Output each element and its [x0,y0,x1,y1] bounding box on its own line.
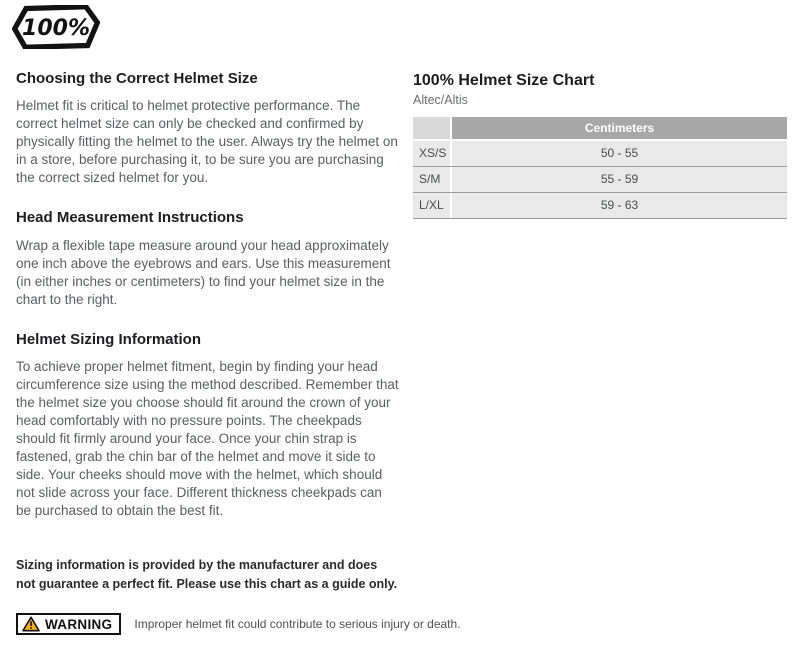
section-body: To achieve proper helmet fitment, begin by finding your head circumference size using the method described. Remember that the helmet size you choose should fit around the crown of your head comfortably with no pressure points. The cheekpads should fit firmly around your face. Once your chin strap is fastened, grab the chin bar of the helmet and move it side to side. Your cheeks should move with the helmet, which should not slide across your face. Different thickness cheekpads can be purchased to obtain the best fit. [16,358,399,518]
size-chart-model: Altec/Altis [413,92,468,107]
table-row [413,193,787,219]
table-header-centimeters: Centimeters [452,117,787,139]
section-body: Helmet fit is critical to helmet protective performance. The correct helmet size can only be checked and confirmed by physically fitting the helmet to the user. Always try the helmet on in a store, before purchasing it, to be sure you are purchasing the correct sized helmet for you. [16,98,398,186]
warning-label: WARNING [45,616,113,632]
size-label-cell: XS/S [413,141,452,166]
brand-logo-100percent [12,5,100,54]
table-header-corner-cell [413,117,452,139]
warning-triangle-icon [22,616,40,632]
section-heading: Helmet Sizing Information [16,330,202,348]
size-chart-title: 100% Helmet Size Chart [413,72,595,89]
section-sizing-information [16,331,400,520]
size-chart-column [413,72,787,219]
size-label-cell: S/M [413,167,452,192]
size-chart-table [413,117,787,219]
size-value-cell: 55 - 59 [452,167,787,192]
manufacturer-disclaimer: Sizing information is provided by the manufacturer and does not guarantee a perfect fit. Please use this chart as a guide only. [16,558,398,592]
table-header-row [413,117,787,141]
table-row [413,141,787,167]
logo-text: 100% [22,15,90,41]
safety-warning-row [16,613,516,635]
section-choosing-size [16,70,400,187]
size-value-cell: 50 - 55 [452,141,787,166]
section-heading: Head Measurement Instructions [16,209,244,227]
size-value-cell: 59 - 63 [452,193,787,218]
size-label-cell: L/XL [413,193,452,218]
section-head-measurement [16,209,400,308]
section-body: Wrap a flexible tape measure around your head approximately one inch above the eyebrows and ears. Use this measurement (in either inches or centimeters) to find your helmet size in the chart to the right. [16,237,391,307]
section-heading: Choosing the Correct Helmet Size [16,70,258,87]
warning-badge [16,613,121,635]
logo-badge-icon [12,5,100,49]
warning-text: Improper helmet fit could contribute to serious injury or death. [134,617,461,631]
sizing-copy-column [16,70,400,542]
table-row [413,167,787,193]
